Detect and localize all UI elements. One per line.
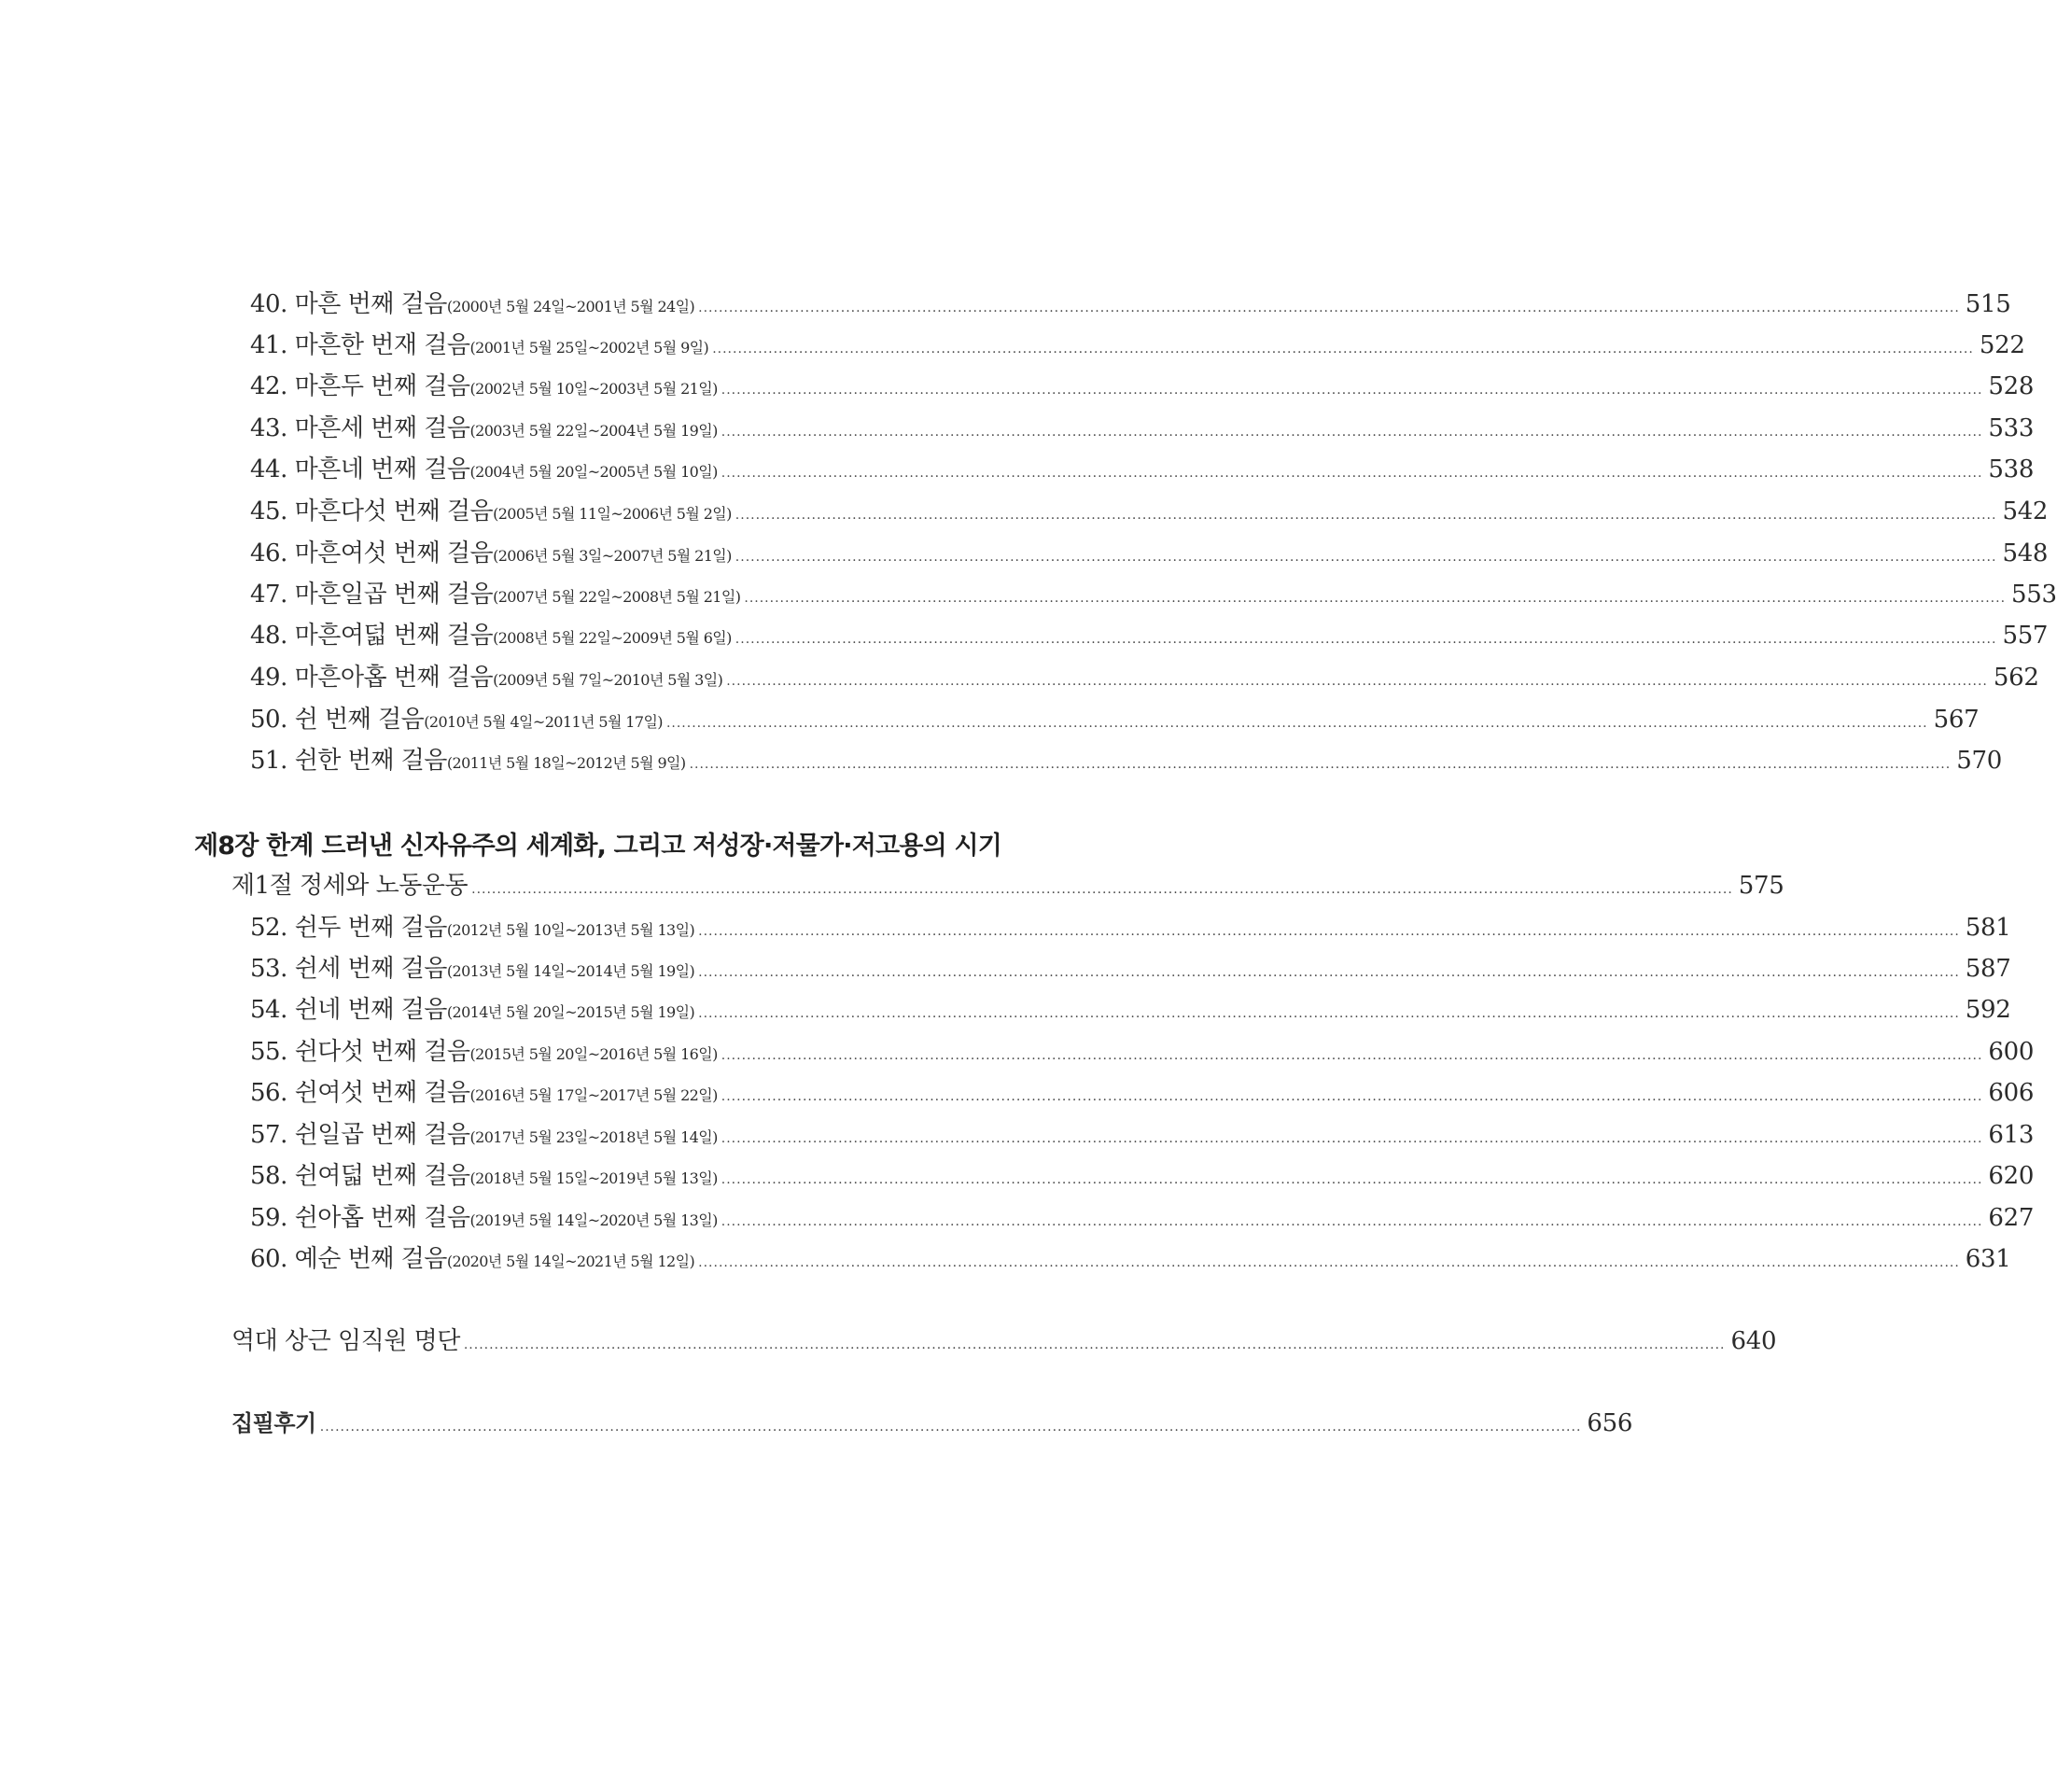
chapter-8-heading[interactable]: 제8장 한계 드러낸 신자유주의 세계화, 그리고 저성장·저물가·저고용의 시기 xyxy=(194,832,1002,861)
entry-date-range: (2007년 5월 22일~2008년 5월 21일) xyxy=(493,588,741,606)
toc-entry-54[interactable] xyxy=(250,992,2011,1028)
entry-page-number: 542 xyxy=(2002,497,2049,525)
dot-leader: ........................................................................................................................................................................................................................................................ xyxy=(721,466,1983,481)
entry-page-number: 587 xyxy=(1965,955,2011,983)
entry-page-number: 627 xyxy=(1988,1204,2035,1232)
entry-page-number: 528 xyxy=(1988,372,2035,400)
toc-entry-49[interactable] xyxy=(250,660,2039,695)
entry-date-range: (2004년 5월 20일~2005년 5월 10일) xyxy=(469,463,718,481)
entry-page-number: 538 xyxy=(1988,455,2035,483)
entry-date-range: (2012년 5월 10일~2013년 5월 13일) xyxy=(446,921,695,939)
entry-date-range: (2016년 5월 17일~2017년 5월 22일) xyxy=(469,1086,718,1104)
toc-appendix-staff-list[interactable] xyxy=(231,1323,1777,1359)
entry-title: 56. 쉰여섯 번째 걸음 xyxy=(250,1079,470,1107)
section-title: 제1절 정세와 노동운동 xyxy=(231,872,469,900)
toc-entry-58[interactable] xyxy=(250,1158,2035,1194)
entry-page-number: 606 xyxy=(1988,1079,2035,1107)
entry-title: 47. 마흔일곱 번째 걸음 xyxy=(250,581,494,609)
toc-entry-43[interactable] xyxy=(250,411,2035,446)
dot-leader: ........................................................................................................................................................................................................................................................ xyxy=(721,1089,1983,1104)
dot-leader: ........................................................................................................................................................................................................................................................ xyxy=(698,1255,1960,1270)
entry-date-range: (2009년 5월 7일~2010년 5월 3일) xyxy=(493,671,723,689)
entry-date-range: (2018년 5월 15일~2019년 5월 13일) xyxy=(469,1169,718,1187)
dot-leader: ........................................................................................................................................................................................................................................................ xyxy=(721,1214,1983,1229)
entry-title: 46. 마흔여섯 번째 걸음 xyxy=(250,539,494,567)
toc-entry-59[interactable] xyxy=(250,1200,2035,1236)
toc-entry-44[interactable] xyxy=(250,452,2035,487)
entry-date-range: (2014년 5월 20일~2015년 5월 19일) xyxy=(446,1003,695,1021)
entry-page-number: 592 xyxy=(1965,996,2011,1024)
dot-leader: ........................................................................................................................................................................................................................................................ xyxy=(698,924,1960,939)
dot-leader: ........................................................................................................................................................................................................................................................ xyxy=(319,1420,1582,1435)
dot-leader: ........................................................................................................................................................................................................................................................ xyxy=(712,342,1974,357)
entry-page-number: 567 xyxy=(1933,706,1980,734)
dot-leader: ........................................................................................................................................................................................................................................................ xyxy=(721,1172,1983,1187)
entry-date-range: (2008년 5월 22일~2009년 5월 6일) xyxy=(493,629,732,647)
entry-page-number: 613 xyxy=(1988,1121,2035,1149)
appendix-page-number: 640 xyxy=(1730,1327,1777,1355)
toc-entry-56[interactable] xyxy=(250,1075,2035,1111)
entry-date-range: (2010년 5월 4일~2011년 5월 17일) xyxy=(424,713,663,731)
entry-title: 57. 쉰일곱 번째 걸음 xyxy=(250,1121,470,1149)
entry-date-range: (2015년 5월 20일~2016년 5월 16일) xyxy=(469,1045,718,1063)
toc-section-1[interactable] xyxy=(231,868,1784,903)
toc-afterword[interactable] xyxy=(231,1406,1633,1441)
entry-date-range: (2020년 5월 14일~2021년 5월 12일) xyxy=(446,1253,695,1270)
entry-title: 59. 쉰아홉 번째 걸음 xyxy=(250,1204,470,1232)
entry-date-range: (2000년 5월 24일~2001년 5월 24일) xyxy=(446,298,695,315)
entry-title: 53. 쉰세 번째 걸음 xyxy=(250,955,447,983)
dot-leader: ........................................................................................................................................................................................................................................................ xyxy=(698,965,1960,980)
entry-title: 49. 마흔아홉 번째 걸음 xyxy=(250,664,494,692)
entry-page-number: 553 xyxy=(2011,581,2057,609)
toc-entry-50[interactable] xyxy=(250,702,1980,737)
toc-entry-46[interactable] xyxy=(250,536,2049,571)
dot-leader: ........................................................................................................................................................................................................................................................ xyxy=(721,425,1983,440)
dot-leader: ........................................................................................................................................................................................................................................................ xyxy=(744,591,2007,606)
dot-leader: ........................................................................................................................................................................................................................................................ xyxy=(726,674,1988,689)
entry-title: 52. 쉰두 번째 걸음 xyxy=(250,914,447,942)
dot-leader: ........................................................................................................................................................................................................................................................ xyxy=(721,1048,1983,1063)
entry-title: 40. 마흔 번째 걸음 xyxy=(250,290,447,318)
entry-date-range: (2011년 5월 18일~2012년 5월 9일) xyxy=(446,754,686,772)
section-page-number: 575 xyxy=(1738,872,1784,900)
entry-date-range: (2001년 5월 25일~2002년 5월 9일) xyxy=(469,339,709,357)
toc-entry-45[interactable] xyxy=(250,494,2049,529)
entry-title: 44. 마흔네 번째 걸음 xyxy=(250,455,470,483)
entry-title: 42. 마흔두 번째 걸음 xyxy=(250,372,470,400)
dot-leader: ........................................................................................................................................................................................................................................................ xyxy=(735,632,1997,647)
dot-leader: ........................................................................................................................................................................................................................................................ xyxy=(689,757,1952,772)
entry-date-range: (2019년 5월 14일~2020년 5월 13일) xyxy=(469,1211,718,1229)
entry-title: 50. 쉰 번째 걸음 xyxy=(250,706,425,734)
dot-leader: ........................................................................................................................................................................................................................................................ xyxy=(735,508,1997,523)
toc-entry-55[interactable] xyxy=(250,1034,2035,1070)
dot-leader: ........................................................................................................................................................................................................................................................ xyxy=(665,716,1928,731)
toc-entry-53[interactable] xyxy=(250,951,2011,987)
entry-page-number: 600 xyxy=(1988,1038,2035,1066)
entry-page-number: 522 xyxy=(1979,331,2025,359)
entry-title: 60. 예순 번째 걸음 xyxy=(250,1245,447,1273)
dot-leader: ........................................................................................................................................................................................................................................................ xyxy=(721,383,1983,398)
appendix-title: 역대 상근 임직원 명단 xyxy=(231,1327,460,1355)
entry-title: 54. 쉰네 번째 걸음 xyxy=(250,996,447,1024)
entry-page-number: 515 xyxy=(1965,290,2011,318)
entry-page-number: 557 xyxy=(2002,622,2049,650)
afterword-title: 집필후기 xyxy=(231,1410,316,1436)
toc-entry-42[interactable] xyxy=(250,369,2035,404)
entry-date-range: (2003년 5월 22일~2004년 5월 19일) xyxy=(469,422,718,440)
toc-entry-57[interactable] xyxy=(250,1117,2035,1153)
entry-page-number: 581 xyxy=(1965,914,2011,942)
entry-page-number: 570 xyxy=(1956,747,2002,775)
dot-leader: ........................................................................................................................................................................................................................................................ xyxy=(463,1337,1726,1352)
entry-title: 41. 마흔한 번재 걸음 xyxy=(250,331,470,359)
entry-title: 58. 쉰여덟 번째 걸음 xyxy=(250,1162,470,1190)
dot-leader: ........................................................................................................................................................................................................................................................ xyxy=(721,1131,1983,1146)
entry-page-number: 533 xyxy=(1988,414,2035,442)
toc-entry-41[interactable] xyxy=(250,328,2025,363)
dot-leader: ........................................................................................................................................................................................................................................................ xyxy=(698,301,1960,315)
entry-title: 43. 마흔세 번째 걸음 xyxy=(250,414,470,442)
entry-page-number: 548 xyxy=(2002,539,2049,567)
toc-entry-51[interactable] xyxy=(250,743,2002,778)
dot-leader: ........................................................................................................................................................................................................................................................ xyxy=(735,550,1997,565)
dot-leader: ........................................................................................................................................................................................................................................................ xyxy=(471,882,1733,897)
entry-title: 55. 쉰다섯 번째 걸음 xyxy=(250,1038,470,1066)
entry-date-range: (2013년 5월 14일~2014년 5월 19일) xyxy=(446,962,695,980)
entry-page-number: 631 xyxy=(1965,1245,2011,1273)
toc-entry-40[interactable] xyxy=(250,287,2011,322)
entry-date-range: (2006년 5월 3일~2007년 5월 21일) xyxy=(493,547,732,565)
toc-entry-47[interactable] xyxy=(250,577,2057,612)
afterword-page-number: 656 xyxy=(1587,1409,1633,1437)
entry-title: 45. 마흔다섯 번째 걸음 xyxy=(250,497,494,525)
entry-page-number: 562 xyxy=(1993,664,2039,692)
toc-entry-52[interactable] xyxy=(250,910,2011,945)
entry-date-range: (2005년 5월 11일~2006년 5월 2일) xyxy=(493,505,732,523)
entry-date-range: (2017년 5월 23일~2018년 5월 14일) xyxy=(469,1128,718,1146)
entry-title: 51. 쉰한 번째 걸음 xyxy=(250,747,447,775)
dot-leader: ........................................................................................................................................................................................................................................................ xyxy=(698,1006,1960,1021)
entry-title: 48. 마흔여덟 번째 걸음 xyxy=(250,622,494,650)
entry-page-number: 620 xyxy=(1988,1162,2035,1190)
toc-entry-60[interactable] xyxy=(250,1241,2011,1277)
toc-entry-48[interactable] xyxy=(250,618,2049,653)
entry-date-range: (2002년 5월 10일~2003년 5월 21일) xyxy=(469,380,718,398)
